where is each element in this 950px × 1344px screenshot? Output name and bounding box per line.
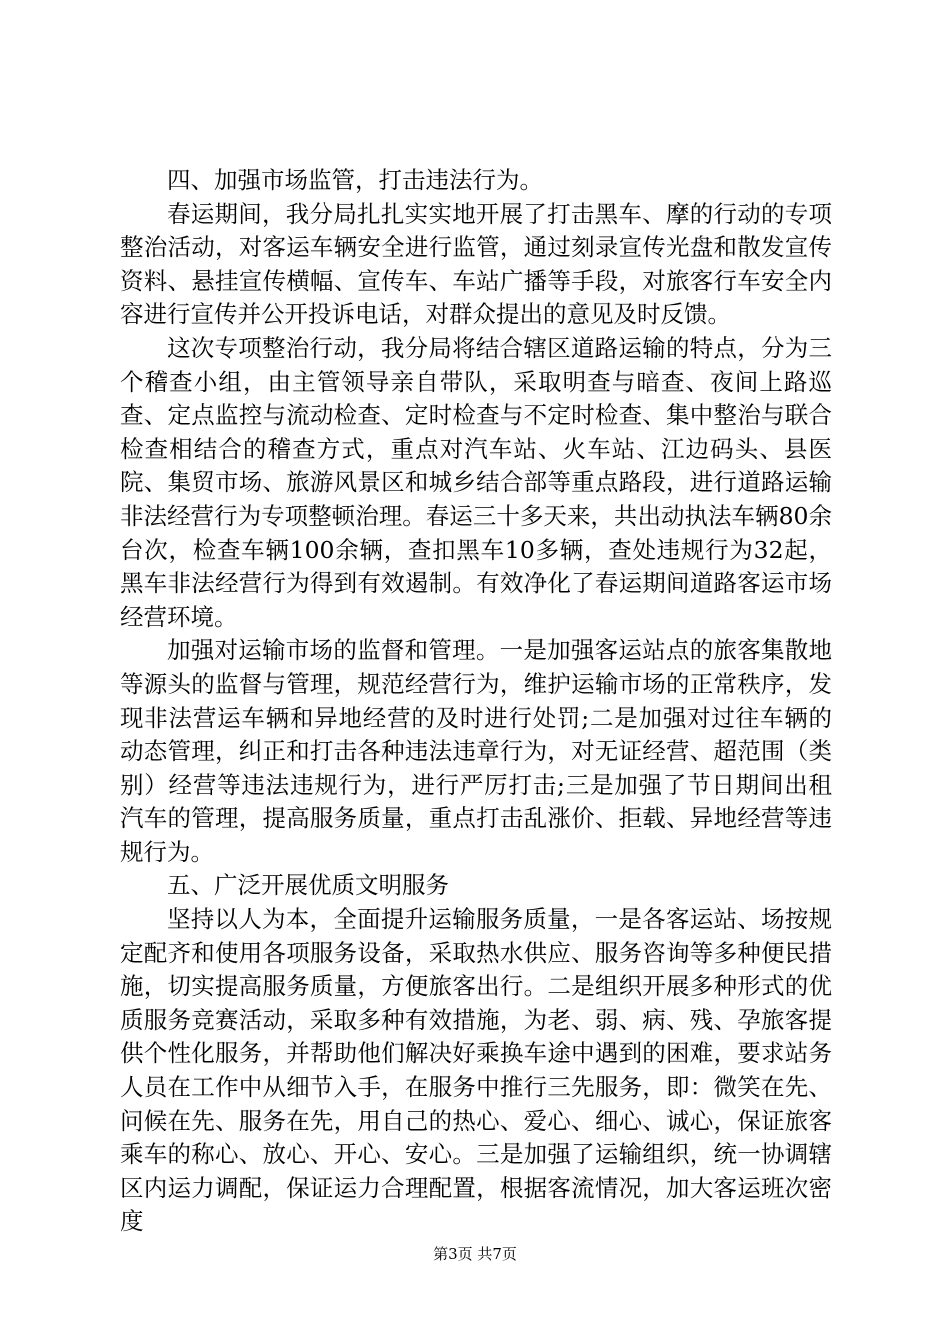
paragraph: 坚持以人为本，全面提升运输服务质量，一是各客运站、场按规定配齐和使用各项服务设备，采取热水供应、服务咨询等多种便民措施，切实提高服务质量，方便旅客出行。二是组织开展多种形式的优质服务竞赛活动，采取多种有效措施，为老、弱、病、残、孕旅客提供个性化服务，并帮助他们解决好乘换车途中遇到的困难，要求站务人员在工作中从细节入手，在服务中推行三先服务，即：微笑在先、问候在先、服务在先，用自己的热心、爱心、细心、诚心，保证旅客乘车的称心、放心、开心、安心。三是加强了运输组织，统一协调辖区内运力调配，保证运力合理配置，根据客流情况，加大客运班次密度 <box>120 905 832 1236</box>
page-number-footer: 第3页 共7页 <box>433 1245 517 1263</box>
paragraph: 这次专项整治行动，我分局将结合辖区道路运输的特点，分为三个稽查小组，由主管领导亲自带队，采取明查与暗查、夜间上路巡查、定点监控与流动检查、定时检查与不定时检查、集中整治与联合检查相结合的稽查方式，重点对汽车站、火车站、江边码头、县医院、集贸市场、旅游风景区和城乡结合部等重点路段，进行道路运输非法经营行为专项整顿治理。春运三十多天来，共出动执法车辆80余台次，检查车辆100余辆，查扣黑车10多辆，查处违规行为32起，黑车非法经营行为得到有效遏制。有效净化了春运期间道路客运市场经营环境。 <box>120 333 832 631</box>
paragraph: 加强对运输市场的监督和管理。一是加强客运站点的旅客集散地等源头的监督与管理，规范经营行为，维护运输市场的正常秩序，发现非法营运车辆和异地经营的及时进行处罚;二是加强对过往车辆的动态管理，纠正和打击各种违法违章行为，对无证经营、超范围（类别）经营等违法违规行为，进行严厉打击;三是加强了节日期间出租汽车的管理，提高服务质量，重点打击乱涨价、拒载、异地经营等违规行为。 <box>120 636 832 866</box>
document-body <box>120 164 832 1239</box>
section-heading-5: 五、广泛开展优质文明服务 <box>167 871 449 900</box>
section-heading-4: 四、加强市场监管，打击违法行为。 <box>167 166 543 194</box>
paragraph: 春运期间，我分局扎扎实实地开展了打击黑车、摩的行动的专项整治活动，对客运车辆安全进行监管，通过刻录宣传光盘和散发宣传资料、悬挂宣传横幅、宣传车、车站广播等手段，对旅客行车安全内容进行宣传并公开投诉电话，对群众提出的意见及时反馈。 <box>120 199 832 329</box>
